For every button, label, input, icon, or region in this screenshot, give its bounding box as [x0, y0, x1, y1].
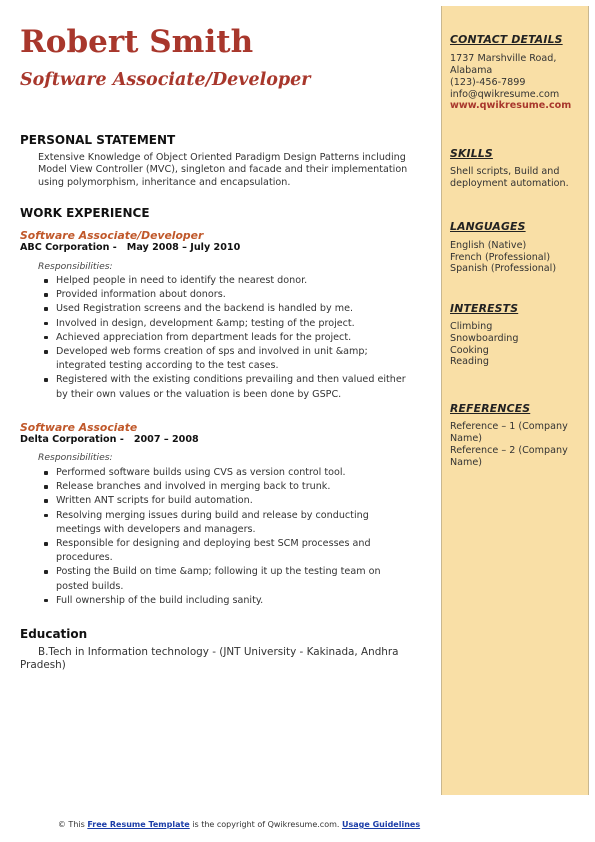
footer — [0, 820, 478, 829]
languages-heading: LANGUAGES — [450, 220, 526, 233]
list-item: Registered with the existing conditions prevailing and then valued either by their own values or the valuation is been done by GSPC. — [38, 373, 413, 401]
footer-middle: is the copyright of Qwikresume.com. — [189, 820, 342, 829]
responsibilities-label: Responsibilities: — [38, 261, 113, 272]
footer-prefix: © This — [57, 820, 88, 829]
list-item: Climbing — [450, 321, 493, 332]
job-bullets — [38, 274, 413, 402]
list-item: Involved in design, development &amp; testing of the project. — [38, 317, 413, 331]
personal-statement-text: Extensive Knowledge of Object Oriented Paradigm Design Patterns including Model View Controller (MVC), singleton and facade and their implementation using polymorphism, inheritance and encapsulation. — [38, 152, 408, 188]
skills-heading: SKILLS — [450, 147, 493, 160]
education-text: B.Tech in Information technology - (JNT University - Kakinada, Andhra Pradesh) — [20, 646, 399, 671]
interests-heading: INTERESTS — [450, 302, 519, 315]
contact-email[interactable]: info@qwikresume.com — [450, 89, 560, 100]
contact-phone: (123)-456-7899 — [450, 77, 526, 88]
personal-statement-heading: PERSONAL STATEMENT — [20, 133, 176, 147]
list-item: Spanish (Professional) — [450, 263, 557, 274]
contact-address: 1737 Marshville Road, Alabama — [450, 53, 557, 76]
list-item: Reference – 1 (Company Name) — [450, 421, 568, 444]
sidebar — [441, 6, 589, 795]
responsibilities-label: Responsibilities: — [38, 452, 113, 463]
skills-text: Shell scripts, Build and deployment automation. — [450, 166, 569, 189]
references-heading: REFERENCES — [450, 402, 531, 415]
list-item: Full ownership of the build including sanity. — [38, 594, 413, 608]
list-item: Posting the Build on time &amp; following it up the testing team on posted builds. — [38, 565, 413, 593]
list-item: Snowboarding — [450, 333, 519, 344]
job-role: Software Associate/Developer — [20, 229, 204, 242]
work-experience-heading: WORK EXPERIENCE — [20, 206, 150, 220]
list-item: Reference – 2 (Company Name) — [450, 445, 568, 468]
list-item: Helped people in need to identify the nearest donor. — [38, 274, 413, 288]
list-item: Responsible for designing and deploying best SCM processes and procedures. — [38, 537, 413, 565]
list-item: Used Registration screens and the backend is handled by me. — [38, 302, 413, 316]
job-bullets — [38, 466, 413, 608]
list-item: Resolving merging issues during build and release by conducting meetings with developers and managers. — [38, 509, 413, 537]
list-item: Cooking — [450, 345, 489, 356]
job-company-dates: ABC Corporation - May 2008 – July 2010 — [20, 242, 241, 253]
candidate-name: Robert Smith — [20, 24, 254, 60]
list-item: French (Professional) — [450, 252, 551, 263]
candidate-title: Software Associate/Developer — [20, 70, 311, 90]
list-item: Performed software builds using CVS as version control tool. — [38, 466, 413, 480]
contact-heading: CONTACT DETAILS — [450, 33, 563, 46]
list-item: Reading — [450, 356, 489, 367]
list-item: Developed web forms creation of sps and involved in unit &amp; integrated testing according to the test cases. — [38, 345, 413, 373]
free-resume-template-link[interactable]: Free Resume Template — [87, 820, 190, 829]
education-heading: Education — [20, 627, 88, 641]
list-item: English (Native) — [450, 240, 527, 251]
job-role: Software Associate — [20, 421, 138, 434]
list-item: Achieved appreciation from department leads for the project. — [38, 331, 413, 345]
list-item: Written ANT scripts for build automation. — [38, 494, 413, 508]
list-item: Provided information about donors. — [38, 288, 413, 302]
contact-website-link[interactable]: www.qwikresume.com — [450, 100, 572, 111]
list-item: Release branches and involved in merging back to trunk. — [38, 480, 413, 494]
job-company-dates: Delta Corporation - 2007 – 2008 — [20, 434, 199, 445]
usage-guidelines-link[interactable]: Usage Guidelines — [341, 820, 421, 829]
